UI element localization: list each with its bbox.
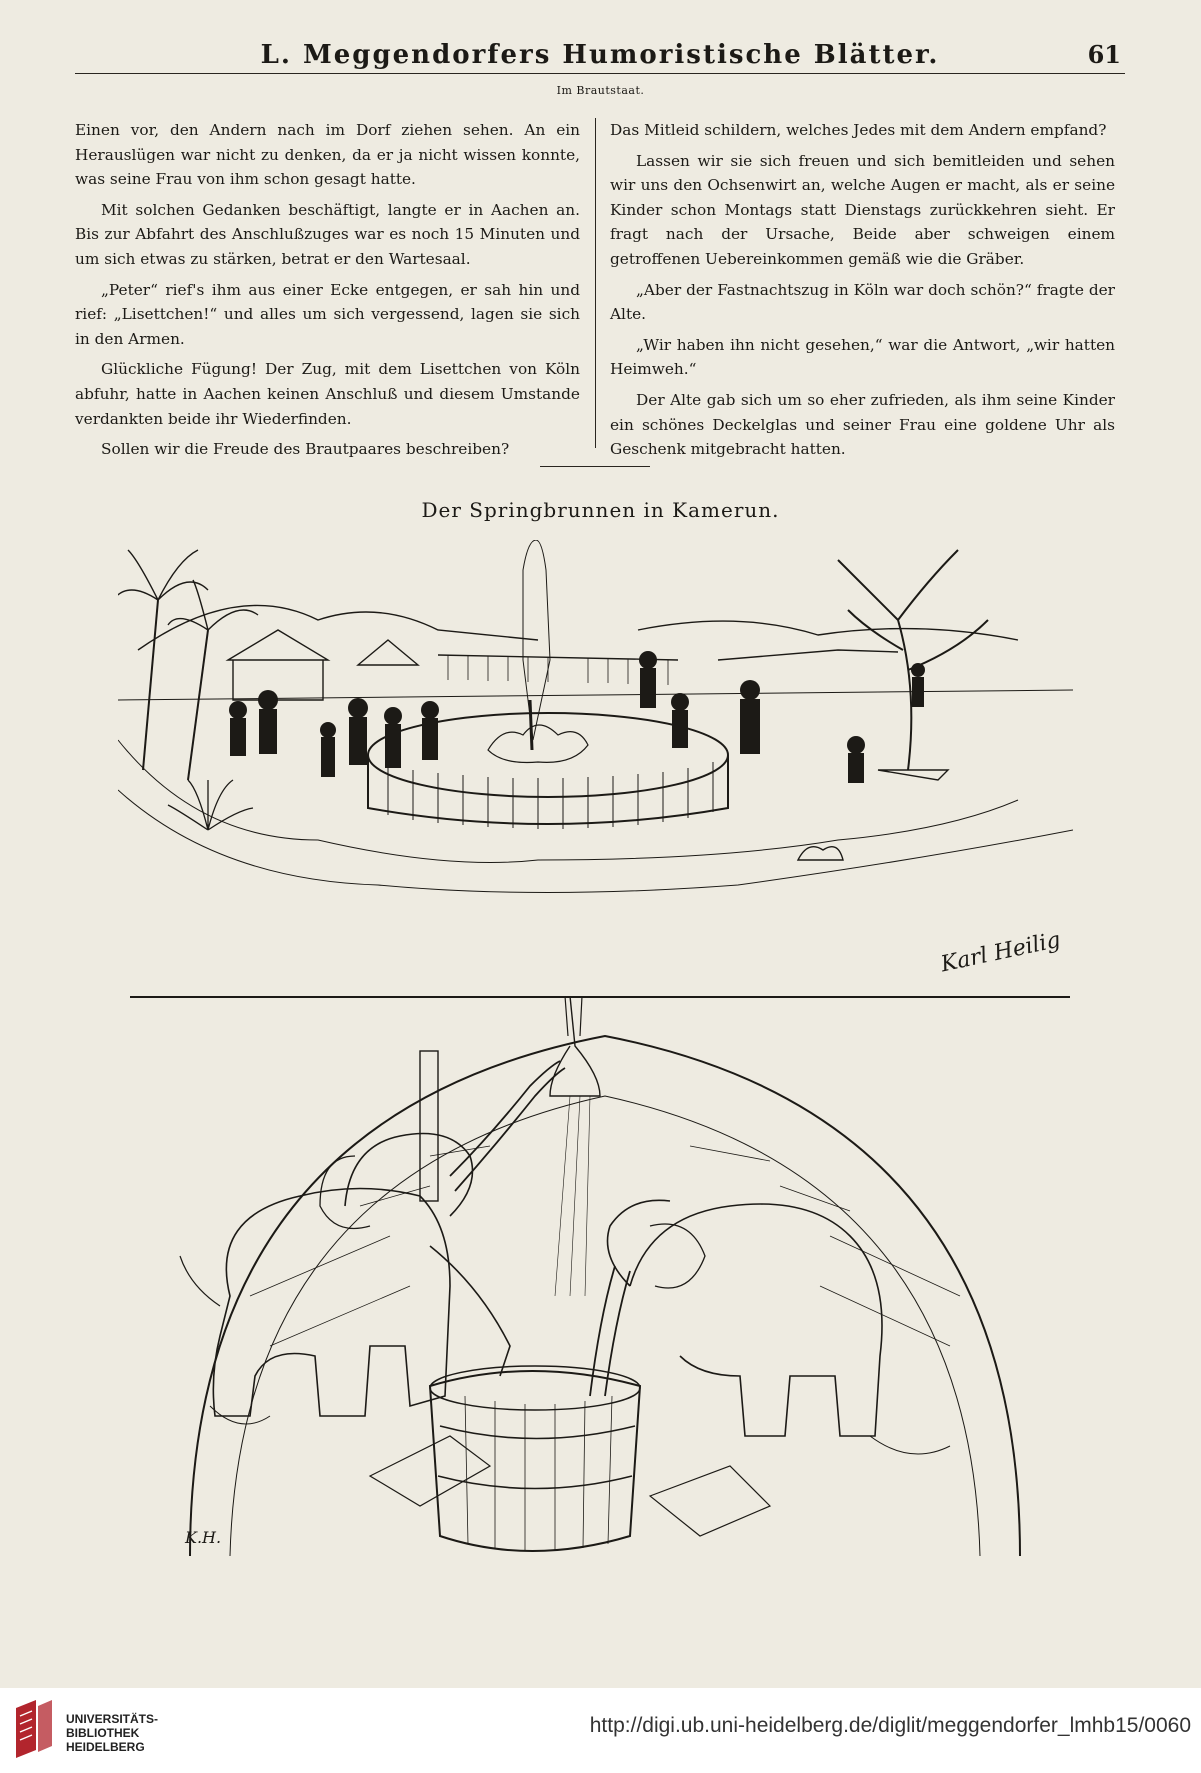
column-divider <box>595 118 596 448</box>
paragraph: Mit solchen Gedanken beschäftigt, langte er in Aachen an. Bis zur Abfahrt des Anschlußzuges war es noch 15 Minuten und um sich etwas zu stärken, betrat er den Wartesaal. <box>75 200 580 268</box>
paragraph: Glückliche Fügung! Der Zug, mit dem Lisettchen von Köln abfuhr, hatte in Aachen keinen Anschluß und diesem Umstande verdankten beide ihr Wiederfinden. <box>75 360 580 428</box>
library-name <box>66 1712 158 1754</box>
library-name-line: BIBLIOTHEK <box>66 1726 140 1740</box>
running-head <box>75 38 1125 74</box>
section-divider <box>540 466 650 467</box>
paragraph: Das Mitleid schildern, welches Jedes mit dem Andern empfand? <box>610 121 1107 139</box>
paragraph: Sollen wir die Freude des Brautpaares beschreiben? <box>101 440 510 459</box>
fountain-illustration <box>118 540 1073 995</box>
library-name-line: HEIDELBERG <box>66 1740 145 1754</box>
publication-title: L. Meggendorfers Humoristische Blätter. <box>260 40 940 70</box>
library-footer <box>0 1688 1201 1773</box>
left-column <box>75 118 580 468</box>
library-logo-icon <box>12 1698 56 1760</box>
paragraph: „Wir haben ihn nicht gesehen,“ war die Antwort, „wir hatten Heimweh.“ <box>610 335 1115 379</box>
section-label: Im Brautstaat. <box>556 84 645 97</box>
elephant-illustration <box>130 996 1080 1596</box>
artist-signature: Karl Heilig <box>938 927 1063 978</box>
text-columns <box>75 118 1125 459</box>
paragraph: Der Alte gab sich um so eher zufrieden, als ihm seine Kinder ein schönes Deckelglas und seiner Frau eine goldene Uhr als Geschenk mitgebracht hatten. <box>610 390 1115 459</box>
paragraph: „Aber der Fastnachtszug in Köln war doch schön?“ fragte der Alte. <box>610 280 1115 324</box>
paragraph: Einen vor, den Andern nach im Dorf ziehen sehen. An ein Herauslügen war nicht zu denken, da er ja nicht wissen konnte, was seine Frau von ihm schon gesagt hatte. <box>75 121 580 189</box>
paragraph: „Peter“ rief's ihm aus einer Ecke entgegen, er sah hin und rief: „Lisettchen!“ und alles um sich vergessend, lagen sie sich in den Armen. <box>75 280 580 348</box>
paragraph: Lassen wir sie sich freuen und sich bemitleiden und sehen wir uns den Ochsenwirt an, welche Augen er macht, als er seine Kinder schon Montags statt Dienstags zurückkehren sieht. Er fragt nach der Ursache, Beide aber schweigen einem getroffenen Uebereinkommen gemäß wie die Gräber. <box>610 151 1115 268</box>
right-column <box>610 118 1115 468</box>
page-number: 61 <box>1087 40 1121 69</box>
illustration-caption: Der Springbrunnen in Kamerun. <box>421 498 780 522</box>
library-name-line: UNIVERSITÄTS- <box>66 1712 159 1726</box>
artist-monogram: K.H. <box>185 1528 222 1547</box>
source-url-link[interactable]: http://digi.ub.uni-heidelberg.de/diglit/meggendorfer_lmhb15/0060 <box>589 1714 1191 1737</box>
